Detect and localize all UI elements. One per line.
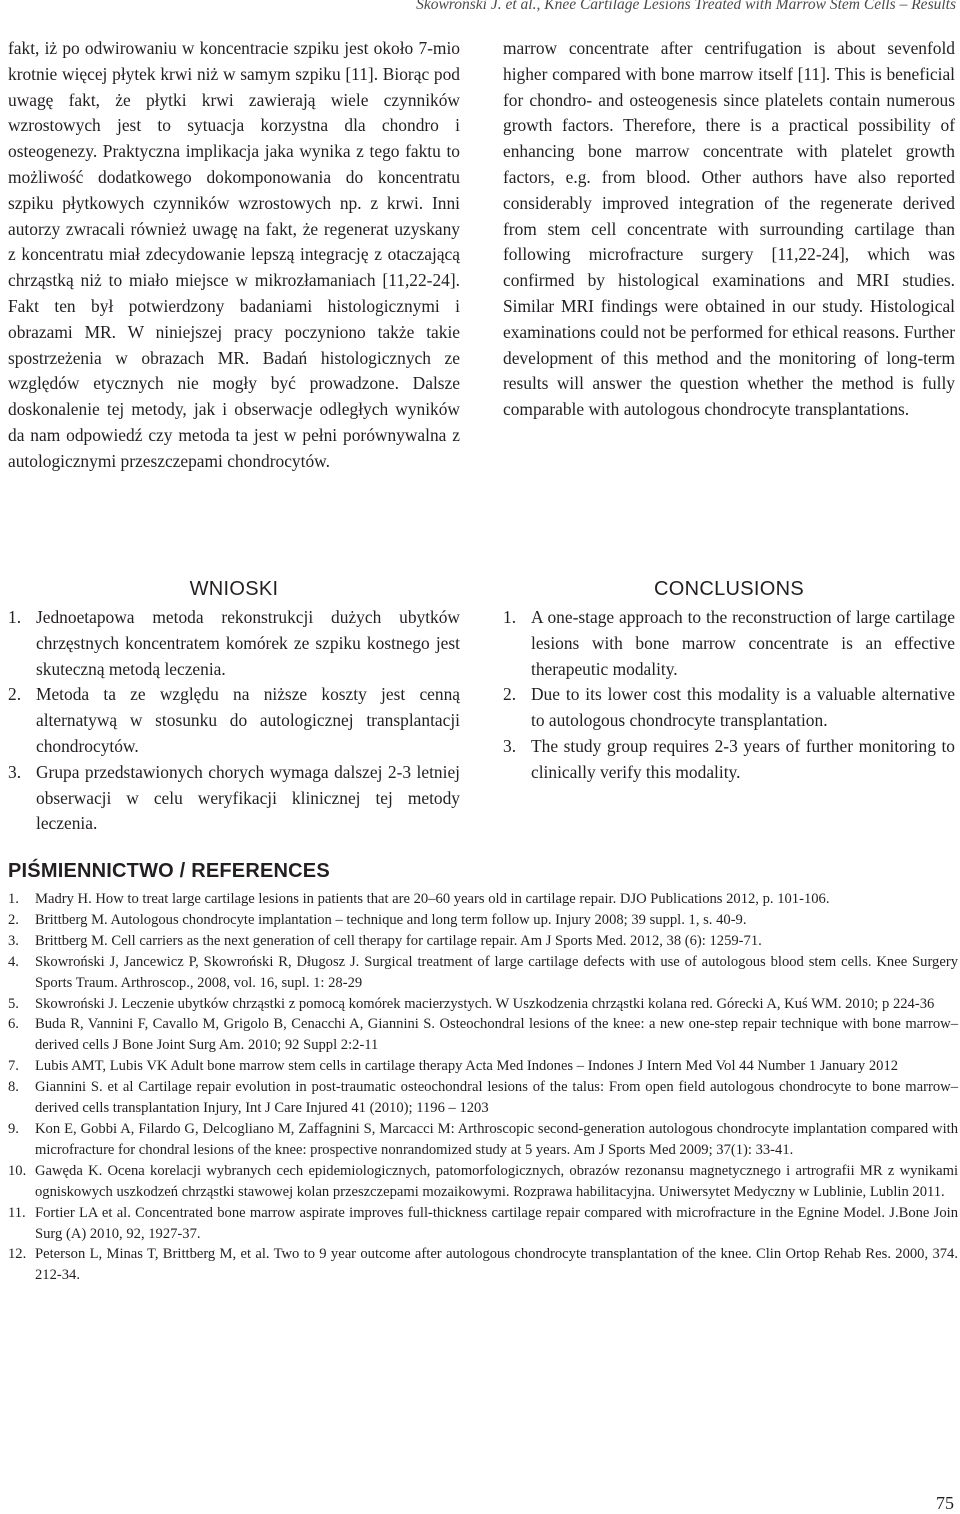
reference-number: 9. <box>8 1120 19 1137</box>
reference-text: Brittberg M. Cell carriers as the next generation of cell therapy for cartilage repair. Am J Sports Med. 2012, 38 (6): 1259-71. <box>35 932 762 949</box>
reference-item <box>8 994 958 1015</box>
reference-text: Lubis AMT, Lubis VK Adult bone marrow stem cells in cartilage therapy Acta Med Indones – Indones J Intern Med Vol 44 Number 1 January 2012 <box>35 1058 899 1075</box>
reference-number: 8. <box>8 1079 19 1096</box>
references-list <box>8 889 958 1286</box>
conclusions-list-english <box>503 605 955 786</box>
reference-number: 1. <box>8 891 19 907</box>
conclusion-text: Metoda ta ze względu na niższe koszty jest cenną alternatywą w stosunku do autologicznej transplantacji chondrocytów. <box>36 684 460 756</box>
conclusion-text: A one-stage approach to the reconstruction of large cartilage lesions with bone marrow concentrate is an effective therapeutic modality. <box>531 607 955 679</box>
reference-text: Buda R, Vannini F, Cavallo M, Grigolo B, Cenacchi A, Giannini S. Osteochondral lesions of the knee: a new one-step repair technique with bone marrow–derived cells J Bone Joint Surg Am. 2010; 92 Suppl 2:2-11 <box>35 1016 958 1054</box>
conclusion-number: 3. <box>503 735 517 756</box>
running-header: Skowroński J. et al., Knee Cartilage Lesions Treated with Marrow Stem Cells – Results <box>416 0 956 13</box>
reference-item <box>8 931 958 952</box>
reference-number: 10. <box>8 1162 27 1179</box>
reference-item <box>8 1244 958 1286</box>
conclusion-text: The study group requires 2-3 years of further monitoring to clinically verify this modality. <box>531 735 955 782</box>
reference-number: 2. <box>8 911 19 928</box>
reference-item <box>8 1014 958 1056</box>
reference-text: Giannini S. et al Cartilage repair evolution in post-traumatic osteochondral lesions of the talus: From open field autologous chondrocyte to bone marrow–derived cells transplantation Injury, Int J Care Injured 41 (2010); 1196 – 1203 <box>35 1079 958 1117</box>
reference-text: Madry H. How to treat large cartilage lesions in patients that are 20–60 years old in cartilage repair. DJO Publications 2012, p. 101-106. <box>35 891 830 907</box>
page-number: 75 <box>936 1493 954 1513</box>
reference-text: Gawęda K. Ocena korelacji wybranych cech epidemiologicznych, patomorfologicznych, obrazów rezonansu magnetycznego i artrografii MR z wynikami ogniskowych uszkodzeń chrząstki stawowej kolan przeszczepami mozaikowymi. Rozprawa habilitacyjna. Uniwersytet Medyczny w Lublinie, Lublin 2011. <box>35 1162 958 1200</box>
reference-text: Kon E, Gobbi A, Filardo G, Delcogliano M, Zaffagnini S, Marcacci M: Arthroscopic second-generation autologous chondrocyte implantation compared with microfracture for chondral lesions of the knee: prospective nonrandomized study at 5 years. Am J Sports Med 2009; 37(1): 33-41. <box>35 1120 958 1158</box>
conclusion-number: 1. <box>8 607 22 627</box>
conclusion-item <box>503 682 955 734</box>
body-paragraph-english: marrow concentrate after centrifugation is about sevenfold higher compared with bone marrow itself [11]. This is beneficial for chondro- and osteogenesis since platelets contain numerous growth factors. Therefore, there is a practical possibility of enhancing bone marrow concentrate with platelet growth factors, e.g. from blood. Other authors have also reported considerably improved integration of the regenerate derived from stem cell concentrate with surrounding cartilage than following microfracture surgery [11,22-24], which was confirmed by histological examinations and MRI studies. Similar MRI findings were obtained in our study. Histological examinations could not be performed for ethical reasons. Further development of this method and the monitoring of long-term results will answer the question whether the method is fully comparable with autologous chondrocyte transplantations. <box>503 38 955 420</box>
conclusion-number: 1. <box>503 607 517 627</box>
reference-item <box>8 1119 958 1161</box>
body-paragraph-polish: fakt, iż po odwirowaniu w koncentracie szpiku jest około 7-mio krotnie więcej płytek krwi niż w samym szpiku [11]. Biorąc pod uwagę fakt, że płytki krwi zawierają wiele czynników wzrostowych jest to sytuacja korzystna dla chondro i osteogenezy. Praktyczna implikacja jaka wynika z tego faktu to możliwość dodatkowego dokomponowania do koncentratu szpiku płytkowych czynników wzrostowych np. z krwi. Inni autorzy zwracali również uwagę na fakt, że regenerat uzyskany z koncentratu miał zdecydowanie lepszą integrację z otaczającą chrząstką niż to miało miejsce w mikrozłamaniach [11,22-24]. Fakt ten był potwierdzony badaniami histologicznymi i obrazami MR. W niniejszej pracy poczyniono także takie spostrzeżenia w obrazach MR. Badań histologicznych ze względów etycznych nie mogły być prowadzone. Dalsze doskonalenie tej metody, jak i obserwacje odległych wyników da nam odpowiedź czy metoda ta jest w pełni porównywalna z autologicznymi przeszczepami chondrocytów. <box>8 38 460 471</box>
reference-number: 6. <box>8 1016 19 1033</box>
conclusions-list-polish <box>8 605 460 837</box>
reference-number: 5. <box>8 995 19 1012</box>
reference-text: Skowroński J, Jancewicz P, Skowroński R, Długosz J. Surgical treatment of large cartilage defects with use of autologous blood stem cells. Knee Surgery Sports Traum. Arthroscop., 2008, vol. 16, supl. 1: 28-29 <box>35 953 958 991</box>
reference-item <box>8 1161 958 1203</box>
reference-number: 7. <box>8 1058 19 1075</box>
conclusion-text: Jednoetapowa metoda rekonstrukcji dużych ubytków chrzęstnych koncentratem komórek ze szpiku kostnego jest skuteczną metodą leczenia. <box>36 607 460 679</box>
reference-item <box>8 910 958 931</box>
body-column-english <box>503 36 955 423</box>
reference-text: Peterson L, Minas T, Brittberg M, et al. Two to 9 year outcome after autologous chondrocyte transplantation of the knee. Clin Ortop Rehab Res. 2000, 374. 212-34. <box>35 1246 958 1284</box>
reference-text: Skowroński J. Leczenie ubytków chrząstki z pomocą komórek macierzystych. W Uszkodzenia chrząstki kolana red. Górecki A, Kuś WM. 2010; p 224-36 <box>35 995 935 1012</box>
reference-number: 12. <box>8 1246 27 1263</box>
reference-text: Brittberg M. Autologous chondrocyte implantation – technique and long term follow up. Injury 2008; 39 suppl. 1, s. 40-9. <box>35 911 747 928</box>
conclusion-text: Grupa przedstawionych chorych wymaga dalszej 2-3 letniej obserwacji w celu weryfikacji klinicznej tej metody leczenia. <box>36 761 460 834</box>
conclusions-title-english: CONCLUSIONS <box>654 578 804 600</box>
conclusion-item <box>503 605 955 682</box>
reference-text: Fortier LA et al. Concentrated bone marrow aspirate improves full-thickness cartilage repair compared with microfracture in the Egnine Model. J.Bone Join Surg (A) 2010, 92, 1927-37. <box>35 1204 958 1242</box>
conclusion-number: 2. <box>8 684 22 705</box>
conclusion-item <box>503 734 955 786</box>
conclusions-title-polish: WNIOSKI <box>189 578 279 600</box>
conclusion-text: Due to its lower cost this modality is a valuable alternative to autologous chondrocyte transplantation. <box>531 684 955 731</box>
body-column-polish <box>8 36 460 475</box>
conclusion-number: 3. <box>8 761 22 782</box>
conclusion-item <box>8 760 460 837</box>
reference-item <box>8 1056 958 1077</box>
reference-number: 11. <box>8 1204 26 1221</box>
reference-item <box>8 1203 958 1245</box>
conclusion-item <box>8 605 460 682</box>
conclusion-number: 2. <box>503 684 517 705</box>
reference-number: 4. <box>8 953 19 970</box>
references-heading: PIŚMIENNICTWO / REFERENCES <box>8 860 330 882</box>
conclusion-item <box>8 682 460 759</box>
reference-item <box>8 1077 958 1119</box>
reference-item <box>8 889 958 910</box>
reference-item <box>8 952 958 994</box>
reference-number: 3. <box>8 932 19 949</box>
